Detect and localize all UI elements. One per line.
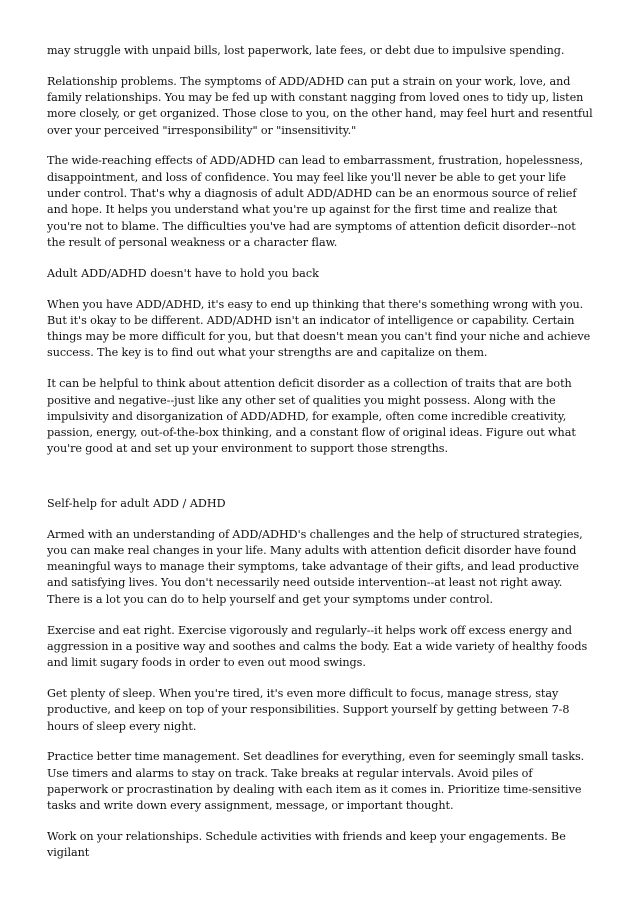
paragraph-sleep: Get plenty of sleep. When you're tired, it's even more difficult to focus, manage stress, stay productive, and keep on top of your responsibilities. Support yourself by getting between 7-8 hours of sleep every night. [47,686,570,733]
paragraph-different: When you have ADD/ADHD, it's easy to end up thinking that there's something wrong with you. But it's okay to be different. ADD/ADHD isn't an indicator of intelligence or capability. Certain things may be more difficult for you, but that doesn't mean you can't find your niche and achieve success. The key is to find out what your strengths are and capitalize on them. [47,297,591,360]
document-page [47,43,593,876]
paragraph-armed: Armed with an understanding of ADD/ADHD's challenges and the help of structured strategies, you can make real changes in your life. Many adults with attention deficit disorder have found meaningful ways to manage their symptoms, take advantage of their gifts, and lead productive and satisfying lives. You don't necessarily need outside intervention--at least not right away. There is a lot you can do to help yourself and get your symptoms under control. [47,527,583,606]
heading-hold-you-back: Adult ADD/ADHD doesn't have to hold you back [47,266,319,280]
paragraph-wide-reaching-effects: The wide-reaching effects of ADD/ADHD can lead to embarrassment, frustration, hopelessness, disappointment, and loss of confidence. You may feel like you'll never be able to get your life under control. That's why a diagnosis of adult ADD/ADHD can be an enormous source of relief and hope. It helps you understand what you're up against for the first time and realize that you're not to blame. The difficulties you've had are symptoms of attention deficit disorder--not the result of personal weakness or a character flaw. [47,154,584,249]
paragraph-debt: may struggle with unpaid bills, lost paperwork, late fees, or debt due to impulsive spending. [47,44,565,57]
paragraph-relationships: Work on your relationships. Schedule activities with friends and keep your engagements. Be vigilant [47,829,566,860]
paragraph-relationship-problems: Relationship problems. The symptoms of ADD/ADHD can put a strain on your work, love, and family relationships. You may be fed up with constant nagging from loved ones to tidy up, listen more closely, or get organized. Those close to you, on the other hand, may feel hurt and resentful over your perceived "irresponsibility" or "insensitivity." [47,74,593,137]
paragraph-time-management: Practice better time management. Set deadlines for everything, even for seemingly small tasks. Use timers and alarms to stay on track. Take breaks at regular intervals. Avoid piles of paperwork or procrastination by dealing with each item as it comes in. Prioritize time-sensitive tasks and write down every assignment, message, or important thought. [47,750,585,813]
paragraph-exercise: Exercise and eat right. Exercise vigorously and regularly--it helps work off excess energy and aggression in a positive way and soothes and calms the body. Eat a wide variety of healthy foods and limit sugary foods in order to even out mood swings. [47,623,588,670]
heading-self-help: Self-help for adult ADD / ADHD [47,496,226,510]
paragraph-traits: It can be helpful to think about attention deficit disorder as a collection of traits that are both positive and negative--just like any other set of qualities you might possess. Along with the impulsivity and disorganization of ADD/ADHD, for example, often come incredible creativity, passion, energy, out-of-the-box thinking, and a constant flow of original ideas. Figure out what you're good at and set up your environment to support those strengths. [47,377,576,456]
